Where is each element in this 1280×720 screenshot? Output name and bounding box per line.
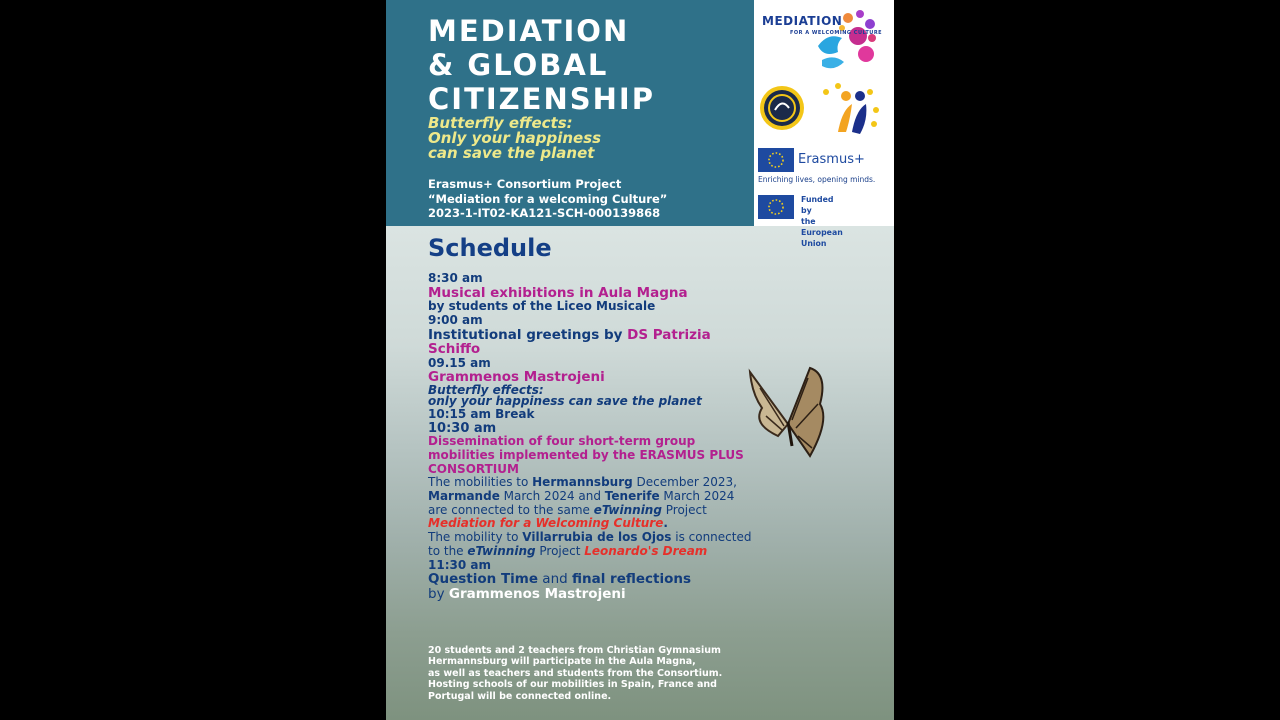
project-line: 2023-1-IT02-KA121-SCH-000139868 [428,206,661,220]
erasmus-word: Erasmus+ [798,152,865,167]
schedule-item-subtitle [428,587,753,602]
project-name: Mediation for a Welcoming Culture [428,516,664,531]
place-name: Marmande [428,489,500,504]
schedule-time: 9:00 am [428,312,483,327]
schedule-list [428,272,753,602]
text-run: are connected to the same [428,502,594,517]
logo-panel [754,0,894,248]
place-name: Hermannsburg [532,475,633,490]
talk-title: Butterfly effects: [428,382,544,397]
greetings-text: Institutional greetings by [428,326,628,343]
text-run: December 2023, [632,475,737,490]
mediation-logo-subtitle: FOR A WELCOMING CULTURE [790,30,883,36]
title-line: & GLOBAL [428,48,609,82]
text-run: is connected to the [428,530,752,558]
project-line: Erasmus+ Consortium Project [428,177,622,191]
place-name: Villarrubia de los Ojos [522,530,672,545]
place-name: Tenerife [604,489,660,504]
poster [386,0,894,720]
title-line: CITIZENSHIP [428,82,655,116]
mobility-paragraph [428,531,753,558]
schedule-time: 11:30 am [428,557,491,572]
text-run: . [663,516,668,531]
etwinning-word: eTwinning [467,543,536,558]
project-info [428,177,667,221]
text-run: Question Time [428,571,539,588]
schedule-time: 10:15 am Break [428,406,535,421]
erasmus-slogan: Enriching lives, opening minds. [758,175,876,184]
schedule-item-title: Musical exhibitions in Aula Magna [428,284,688,301]
eu-funded-text [801,194,843,249]
etwinning-word: eTwinning [593,502,662,517]
text-run: and [538,571,572,588]
schedule-time: 8:30 am [428,271,483,285]
footer-line: 20 students and 2 teachers from Christian Gymnasium [428,645,721,656]
text-run: by [428,586,449,603]
tagline-line: can save the planet [428,144,595,162]
butterfly-icon [748,364,828,464]
mediation-logo-icon [760,6,890,76]
header-panel [386,0,754,226]
footer-line: Portugal will be connected online. [428,690,612,702]
consortium-seal-icon [758,84,806,132]
text-run: final reflections [572,571,692,588]
text-run: March 2024 and [499,489,605,504]
text-run: The mobilities to [428,475,533,490]
schedule-item-subtitle: by students of the Liceo Musicale [428,299,656,314]
schedule-item-title [428,328,753,357]
schedule-title: Schedule [428,234,552,262]
tagline-line: Only your happiness [428,129,602,147]
footer-note [428,645,748,702]
eu-flag-icon [758,148,794,172]
school-figures-logo-icon [816,80,882,136]
schedule-time: 10:30 am [428,420,497,436]
eu-funded-line: the European Union [801,217,843,248]
talk-title: only your happiness can save the planet [428,394,702,409]
text-run: Project [661,502,707,517]
speaker-name: Grammenos Mastrojeni [448,586,626,603]
schedule-time: 09.15 am [428,355,491,370]
tagline-line: Butterfly effects: [428,114,573,132]
eu-funded-line: Funded by [801,195,834,215]
mobility-paragraph [428,504,753,531]
eu-flag-icon [758,195,794,219]
project-line: “Mediation for a welcoming Culture” [428,191,668,206]
tagline [428,116,601,161]
poster-title [428,14,655,116]
footer-line: as well as teachers and students from the Consortium. [428,667,723,679]
text-run: March 2024 [659,489,735,504]
schedule-item-title [428,572,753,587]
mediation-logo-word: MEDIATION [762,14,843,28]
text-run: Project [535,543,585,558]
footer-line: Hosting schools of our mobilities in Spain, France and [428,679,717,691]
speaker-name: Grammenos Mastrojeni [428,369,605,386]
title-line: MEDIATION [428,14,630,48]
text-run: The mobility to [428,530,523,545]
mobility-paragraph [428,476,753,503]
project-name: Leonardo's Dream [584,543,708,558]
greetings-person: DS Patrizia Schiffo [428,326,711,358]
schedule-item-title: Dissemination of four short-term group mobilities implemented by the ERASMUS PLUS CONSORTIUM [428,434,744,476]
footer-line: Hermannsburg will participate in the Aula Magna, [428,656,696,668]
